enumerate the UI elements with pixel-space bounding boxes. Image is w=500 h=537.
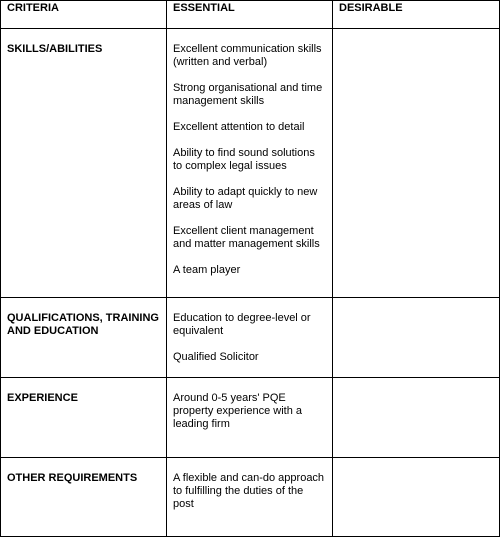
desirable-header: DESIRABLE: [333, 1, 500, 29]
table-row-skills-abilities: [1, 29, 500, 298]
criteria-header: CRITERIA: [1, 1, 167, 29]
table-row-other-requirements: [1, 458, 500, 537]
essential-item: Strong organisational and time management skills: [173, 82, 323, 107]
essential-item: Excellent client management and matter management skills: [173, 225, 320, 250]
essential-item: Around 0-5 years' PQE property experience with a leading firm: [173, 392, 303, 430]
essential-item: A team player: [173, 264, 241, 276]
desirable-cell: [333, 458, 500, 537]
essential-header: ESSENTIAL: [167, 1, 333, 29]
table-row-experience: [1, 378, 500, 458]
essential-cell: [167, 378, 333, 458]
essential-cell: [167, 29, 333, 298]
essential-item: Education to degree-level or equivalent: [173, 312, 311, 337]
essential-cell: [167, 298, 333, 378]
criteria-cell: EXPERIENCE: [1, 378, 167, 458]
criteria-cell: OTHER REQUIREMENTS: [1, 458, 167, 537]
criteria-cell: QUALIFICATIONS, TRAINING AND EDUCATION: [1, 298, 167, 378]
essential-item: Excellent attention to detail: [173, 121, 305, 133]
criteria-cell: SKILLS/ABILITIES: [1, 29, 167, 298]
table-row-qualifications: [1, 298, 500, 378]
essential-item: Ability to find sound solutions to complex legal issues: [173, 147, 315, 172]
desirable-cell: [333, 298, 500, 378]
essential-item: A flexible and can-do approach to fulfilling the duties of the post: [173, 472, 325, 510]
desirable-cell: [333, 378, 500, 458]
essential-item: Ability to adapt quickly to new areas of law: [173, 186, 318, 211]
essential-cell: [167, 458, 333, 537]
desirable-cell: [333, 29, 500, 298]
essential-item: Qualified Solicitor: [173, 351, 259, 363]
essential-item: Excellent communication skills (written and verbal): [173, 43, 322, 68]
header-row: [1, 1, 500, 29]
